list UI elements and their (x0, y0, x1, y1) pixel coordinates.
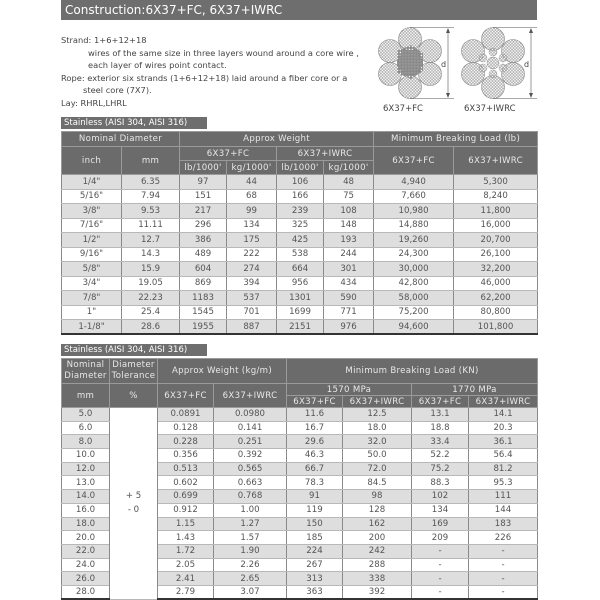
table-cell: 148 (324, 218, 374, 233)
header-fc: 6X37+FC (158, 384, 214, 408)
table-cell: 274 (227, 262, 277, 277)
table-cell: 36.1 (469, 435, 538, 449)
table-cell: 25.4 (122, 305, 180, 320)
table-cell: - (469, 572, 538, 586)
table-cell: 44 (227, 175, 277, 190)
table-cell: 363 (287, 585, 343, 599)
table-cell: 200 (343, 531, 412, 545)
strand-value: 1+6+12+18 (93, 35, 147, 45)
table-cell: 134 (227, 218, 277, 233)
table-cell: 150 (287, 517, 343, 531)
tolerance-plus: + 5 (125, 491, 142, 502)
table-cell: 66.7 (287, 462, 343, 476)
rope-line2: steel core (7X7). (83, 85, 152, 95)
table-cell: 313 (287, 572, 343, 586)
table-cell: 101,800 (454, 320, 538, 335)
table-cell: 887 (227, 320, 277, 335)
table-cell: 6.0 (62, 421, 110, 435)
table-cell: 75,200 (374, 305, 454, 320)
table-cell: 217 (180, 204, 227, 219)
table-cell: 13.0 (62, 476, 110, 490)
table-row (62, 218, 538, 233)
table-cell: 18.8 (412, 421, 469, 435)
table-cell: 425 (277, 233, 324, 248)
table-cell: 11,800 (454, 204, 538, 219)
table-cell: 489 (180, 247, 227, 262)
table-cell: 590 (324, 291, 374, 306)
table-row (62, 320, 538, 335)
table-cell: 2.65 (214, 572, 287, 586)
table-row (62, 189, 538, 204)
table-cell: 1301 (277, 291, 324, 306)
table-cell: 16,000 (454, 218, 538, 233)
table-cell: 7/8" (62, 291, 122, 306)
header-fc-kg: kg/1000' (227, 161, 277, 175)
table-cell: 1" (62, 305, 122, 320)
table-cell: 72.0 (343, 462, 412, 476)
header-fc-1570: 6X37+FC (287, 396, 343, 408)
header-iwrc: 6X37+IWRC (277, 147, 374, 161)
construction-description (61, 34, 361, 109)
table-row (62, 175, 538, 190)
table-cell: 0.768 (214, 490, 287, 504)
table-cell: 78.3 (287, 476, 343, 490)
table-cell: 6.35 (122, 175, 180, 190)
table2-section-label: Stainless (AISI 304, AISI 316) (61, 344, 207, 356)
table-cell: 1699 (277, 305, 324, 320)
table-cell: 26.0 (62, 572, 110, 586)
table-cell: 12.5 (343, 408, 412, 422)
table-cell: 0.228 (158, 435, 214, 449)
header-mm: mm (122, 147, 180, 175)
table-cell: 24.0 (62, 558, 110, 572)
table-cell: - (469, 558, 538, 572)
rope-cross-section-iwrc-icon (458, 27, 538, 99)
table-cell: 19.05 (122, 276, 180, 291)
table-cell: 537 (227, 291, 277, 306)
table-cell: 111 (469, 490, 538, 504)
table-cell: 5.0 (62, 408, 110, 422)
table-cell: 2.79 (158, 585, 214, 599)
table-cell: - (412, 572, 469, 586)
table-cell: 28.0 (62, 585, 110, 599)
table-cell: 32.0 (343, 435, 412, 449)
table-cell: 166 (277, 189, 324, 204)
table-cell: 56.4 (469, 449, 538, 463)
table-cell: 244 (324, 247, 374, 262)
table-cell: 5,300 (454, 175, 538, 190)
table-cell: 2.41 (158, 572, 214, 586)
rope-line1: exterior six strands (1+6+12+18) laid around a fiber core or a (87, 72, 348, 83)
header-iwrc-1770: 6X37+IWRC (469, 396, 538, 408)
table-cell: 144 (469, 503, 538, 517)
table-cell: 0.912 (158, 503, 214, 517)
table-cell: 29.6 (287, 435, 343, 449)
strand-line2: wires of the same size in three layers wound around a core wire , (88, 47, 359, 58)
lay-label: Lay: (61, 97, 78, 108)
table-cell: 7,660 (374, 189, 454, 204)
table-cell: 771 (324, 305, 374, 320)
table-cell: 106 (277, 175, 324, 190)
table-cell: 151 (180, 189, 227, 204)
table-cell: 392 (343, 585, 412, 599)
strand-line3: each layer of wires point contact. (88, 60, 227, 70)
table-cell: 91 (287, 490, 343, 504)
table-cell: 84.5 (343, 476, 412, 490)
table-cell: 75.2 (412, 462, 469, 476)
table-cell: 22.23 (122, 291, 180, 306)
diagram-label-fc: 6X37+FC (383, 104, 423, 114)
table-cell: 11.6 (287, 408, 343, 422)
table-cell: 10,980 (374, 204, 454, 219)
table-cell: 81.2 (469, 462, 538, 476)
header-mbl-iwrc: 6X37+IWRC (454, 147, 538, 175)
table-cell: 50.0 (343, 449, 412, 463)
header-nominal-diameter: Nominal Diameter (62, 359, 110, 384)
header-iwrc: 6X37+IWRC (214, 384, 287, 408)
imperial-spec-table (61, 131, 538, 335)
table-cell: 32,200 (454, 262, 538, 277)
table-cell: 119 (287, 503, 343, 517)
table-cell: 0.602 (158, 476, 214, 490)
table-cell: 1.27 (214, 517, 287, 531)
table-cell: 102 (412, 490, 469, 504)
table-cell: 20.0 (62, 531, 110, 545)
strand-label: Strand: (61, 35, 92, 45)
svg-text:d: d (524, 60, 530, 69)
table-cell: 0.128 (158, 421, 214, 435)
header-mm: mm (62, 384, 110, 408)
diagram-label-iwrc: 6X37+IWRC (464, 104, 516, 114)
table-cell: - (469, 544, 538, 558)
table-cell: 46,000 (454, 276, 538, 291)
table-cell: 108 (324, 204, 374, 219)
table-cell: 434 (324, 276, 374, 291)
table-cell: 12.7 (122, 233, 180, 248)
table-row (62, 233, 538, 248)
table-cell: 13.1 (412, 408, 469, 422)
table-cell: 20.3 (469, 421, 538, 435)
table-cell: 0.356 (158, 449, 214, 463)
table-cell: 1.15 (158, 517, 214, 531)
header-1770mpa: 1770 MPa (412, 384, 538, 396)
table-cell: 134 (412, 503, 469, 517)
table-row (62, 305, 538, 320)
table-cell: 33.4 (412, 435, 469, 449)
table-cell: 386 (180, 233, 227, 248)
table-cell: - (412, 585, 469, 599)
table-cell: 956 (277, 276, 324, 291)
table-cell: 169 (412, 517, 469, 531)
table-cell: 1/4" (62, 175, 122, 190)
table-cell: 4,940 (374, 175, 454, 190)
table-cell: 869 (180, 276, 227, 291)
table-cell: - (412, 558, 469, 572)
table-cell: 14.3 (122, 247, 180, 262)
table-cell: 14,880 (374, 218, 454, 233)
table-cell: 99 (227, 204, 277, 219)
table-cell: 1183 (180, 291, 227, 306)
table-cell: 301 (324, 262, 374, 277)
metric-spec-table (61, 358, 538, 600)
table-cell: 226 (469, 531, 538, 545)
table-cell: 1545 (180, 305, 227, 320)
table-cell: 14.1 (469, 408, 538, 422)
table-cell: 2.05 (158, 558, 214, 572)
table-cell: 80,800 (454, 305, 538, 320)
table-cell: 538 (277, 247, 324, 262)
table-cell: 3/8" (62, 204, 122, 219)
table-row (62, 262, 538, 277)
table-row (62, 291, 538, 306)
table-cell: 0.392 (214, 449, 287, 463)
table-cell: 183 (469, 517, 538, 531)
table-cell: 75 (324, 189, 374, 204)
header-fc-1770: 6X37+FC (412, 396, 469, 408)
table-cell: 11.11 (122, 218, 180, 233)
table-cell: 10.0 (62, 449, 110, 463)
table-cell: 976 (324, 320, 374, 335)
table-cell: 20,700 (454, 233, 538, 248)
table-cell: 30,000 (374, 262, 454, 277)
table-cell: 26,100 (454, 247, 538, 262)
table-cell: 128 (343, 503, 412, 517)
table-cell: 242 (343, 544, 412, 558)
table-cell: 62,200 (454, 291, 538, 306)
header-iwrc-1570: 6X37+IWRC (343, 396, 412, 408)
table-cell: 48 (324, 175, 374, 190)
header-mbl-fc: 6X37+FC (374, 147, 454, 175)
table-cell: 12.0 (62, 462, 110, 476)
table-cell: 24,300 (374, 247, 454, 262)
table-cell: 1-1/8" (62, 320, 122, 335)
tolerance-minus: - 0 (127, 505, 140, 516)
table-cell: 95.3 (469, 476, 538, 490)
svg-text:d: d (441, 60, 447, 69)
table-cell: 0.699 (158, 490, 214, 504)
header-inch: inch (62, 147, 122, 175)
table-cell: 185 (287, 531, 343, 545)
table-cell: 7.94 (122, 189, 180, 204)
table-cell: 18.0 (343, 421, 412, 435)
header-min-breaking-load: Minimum Breaking Load (lb) (374, 132, 538, 147)
table-cell: 16.7 (287, 421, 343, 435)
table-cell: 175 (227, 233, 277, 248)
table-cell: 46.3 (287, 449, 343, 463)
table-cell: 22.0 (62, 544, 110, 558)
table-cell: 2.26 (214, 558, 287, 572)
header-approx-weight: Approx Weight (kg/m) (158, 359, 287, 384)
table-cell: 8.0 (62, 435, 110, 449)
header-percent: % (110, 384, 158, 408)
table-cell: 9/16" (62, 247, 122, 262)
table-cell: 288 (343, 558, 412, 572)
table-cell: 98 (343, 490, 412, 504)
table-cell: 68 (227, 189, 277, 204)
table-row (62, 204, 538, 219)
table-cell: 0.251 (214, 435, 287, 449)
table-cell: 0.565 (214, 462, 287, 476)
table-cell: 42,800 (374, 276, 454, 291)
lay-value: RHRL,LHRL (80, 97, 127, 108)
table-row (62, 247, 538, 262)
table-cell: 1.00 (214, 503, 287, 517)
table-cell: 239 (277, 204, 324, 219)
table-cell: 1955 (180, 320, 227, 335)
header-min-breaking-load: Minimum Breaking Load (KN) (287, 359, 538, 384)
table-cell: 701 (227, 305, 277, 320)
table-cell: 338 (343, 572, 412, 586)
table-cell: 0.513 (158, 462, 214, 476)
table-cell: 7/16" (62, 218, 122, 233)
header-fc: 6X37+FC (180, 147, 277, 161)
table-cell: 5/8" (62, 262, 122, 277)
table-cell: 0.663 (214, 476, 287, 490)
table-cell: 296 (180, 218, 227, 233)
table-cell: 222 (227, 247, 277, 262)
diameter-tolerance-cell (110, 408, 158, 600)
table-cell: 1.57 (214, 531, 287, 545)
table-cell: - (412, 544, 469, 558)
table-cell: 9.53 (122, 204, 180, 219)
table-cell: 15.9 (122, 262, 180, 277)
table-cell: 224 (287, 544, 343, 558)
header-1570mpa: 1570 MPa (287, 384, 412, 396)
header-iwrc-kg: kg/1000' (324, 161, 374, 175)
table-cell: 267 (287, 558, 343, 572)
table-cell: 0.0891 (158, 408, 214, 422)
table-cell: 2151 (277, 320, 324, 335)
table-cell: 162 (343, 517, 412, 531)
table-cell: 58,000 (374, 291, 454, 306)
table-cell: 1/2" (62, 233, 122, 248)
table-cell: 3/4" (62, 276, 122, 291)
table-cell: 209 (412, 531, 469, 545)
table-cell: 1.43 (158, 531, 214, 545)
table-cell: 94,600 (374, 320, 454, 335)
table-cell: 52.2 (412, 449, 469, 463)
table-cell: 325 (277, 218, 324, 233)
table1-section-label: Stainless (AISI 304, AISI 316) (61, 117, 207, 129)
table-cell: 5/16" (62, 189, 122, 204)
header-fc-lb: lb/1000' (180, 161, 227, 175)
rope-cross-section-fc-icon (375, 27, 455, 99)
table-cell: 0.0980 (214, 408, 287, 422)
table-cell: 394 (227, 276, 277, 291)
table-row (62, 276, 538, 291)
header-approx-weight: Approx Weight (180, 132, 374, 147)
table-cell: - (469, 585, 538, 599)
table-cell: 18.0 (62, 517, 110, 531)
table-cell: 3.07 (214, 585, 287, 599)
header-iwrc-lb: lb/1000' (277, 161, 324, 175)
table-cell: 19,260 (374, 233, 454, 248)
table-cell: 1.90 (214, 544, 287, 558)
header-nominal-diameter: Nominal Diameter (62, 132, 180, 147)
table-cell: 97 (180, 175, 227, 190)
table-cell: 1.72 (158, 544, 214, 558)
rope-label: Rope: (61, 72, 85, 83)
table-cell: 8,240 (454, 189, 538, 204)
table-cell: 88.3 (412, 476, 469, 490)
page-title: Construction:6X37+FC, 6X37+IWRC (61, 0, 537, 20)
table-cell: 664 (277, 262, 324, 277)
table-cell: 193 (324, 233, 374, 248)
table-cell: 0.141 (214, 421, 287, 435)
table-cell: 604 (180, 262, 227, 277)
table-cell: 16.0 (62, 503, 110, 517)
table-row (62, 408, 538, 422)
header-diameter-tolerance: Diameter Tolerance (110, 359, 158, 384)
table-cell: 14.0 (62, 490, 110, 504)
table-cell: 28.6 (122, 320, 180, 335)
